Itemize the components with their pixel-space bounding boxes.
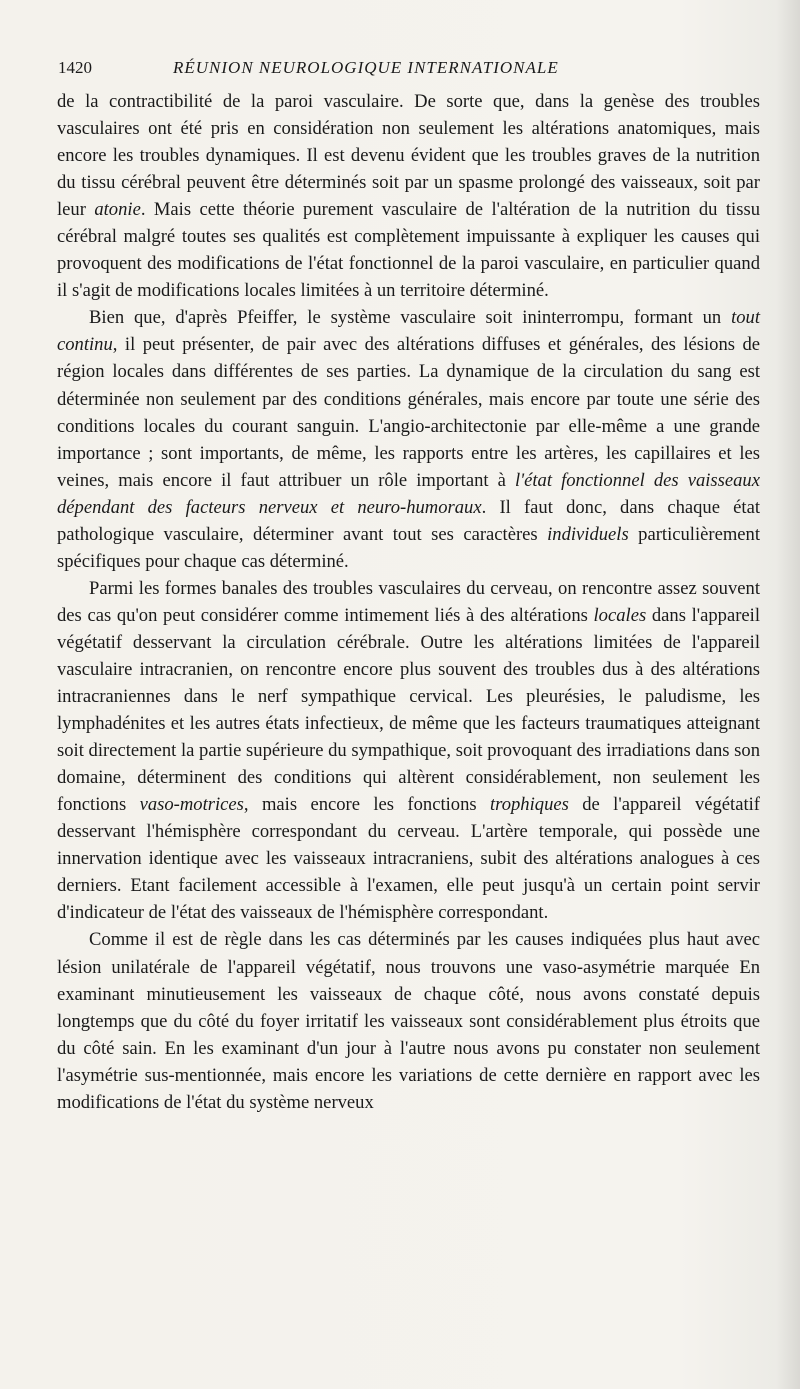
italic-text: l'état fonctionnel des vaisseaux dépendant des facteurs nerveux et neuro-humoraux [57,469,760,518]
text-run: , il peut présenter, de pair avec des altérations diffuses et générales, des lésions de région locales dans différentes de ses parties. La dynamique de la circulation du sang est déterminée non seulement par des conditions générales, mais encore par toute une série des conditions locales du courant sanguin. L'angio-architectonie par elle-même a une grande importance ; sont importants, de même, les rapports entre les artères, les capillaires et les veines, mais encore il faut attribuer un rôle important à [57,334,760,491]
text-run: , mais encore les fonctions [243,794,490,816]
paragraph-2 [57,304,760,574]
text-run: Comme il est de règle dans les cas déterminés par les causes indiquées plus haut avec lésion unilatérale de l'appareil végétatif, nous trouvons une vaso-asymétrie marquée En examinant minutieusement les vaisseaux de chaque côté, nous avons constaté depuis longtemps que du côté du foyer irritatif les vaisseaux sont considérablement plus étroits que du côté sain. En les examinant d'un jour à l'autre nous avons pu constater non seulement l'asymétrie sus-mentionnée, mais encore les variations de cette dernière en rapport avec les modifications de l'état du système nerveux [57,929,760,1113]
text-run: . Il faut donc, dans chaque état pathologique vasculaire, déterminer avant tout ses caractères [57,496,760,545]
text-run: . Mais cette théorie purement vasculaire de l'altération de la nutrition du tissu cérébral malgré toutes ses qualités est complètement impuissante à expliquer les causes qui provoquent des modifications de l'état fonctionnel de la paroi vasculaire, en particulier quand il s'agit de modifications locales limitées à un territoire déterminé. [57,199,760,302]
italic-text: vaso-motrices [139,794,244,816]
text-run: dans l'appareil végétatif desservant la circulation cérébrale. Outre les altérations limitées de l'appareil vasculaire intracranien, on rencontre encore plus souvent des troubles dus à des altérations intracraniennes dans le nerf sympathique cervical. Les pleurésies, le paludisme, les lymphadénites et les autres états infectieux, de même que les facteurs traumatiques atteignant soit directement la partie supérieure du sympathique, soit provoquant des irradiations dans son domaine, déterminent des conditions qui altèrent considérablement, non seulement les fonctions [57,604,760,816]
body-text [57,88,760,1116]
italic-text: atonie [94,199,141,221]
text-run: Parmi les formes banales des troubles vasculaires du cerveau, on rencontre assez souvent des cas qu'on peut considérer comme intimement liés à des altérations [57,577,760,626]
italic-text: trophiques [490,794,569,816]
italic-text: tout continu [57,307,760,356]
paragraph-4 [57,926,760,1115]
running-title: RÉUNION NEUROLOGIQUE INTERNATIONALE [173,58,559,77]
page-number: 1420 [58,58,92,77]
text-run: particulièrement spécifiques pour chaque cas déterminé. [57,523,760,572]
paragraph-3 [57,575,760,927]
text-run: Bien que, d'après Pfeiffer, le système vasculaire soit ininterrompu, formant un [89,307,732,329]
text-run: de la contractibilité de la paroi vasculaire. De sorte que, dans la genèse des troubles vasculaires ont été pris en considération non seulement les altérations anatomiques, mais encore les troubles dynamiques. Il est devenu évident que les troubles graves de la nutrition du tissu cérébral peuvent être déterminés soit par un spasme prolongé des vaisseaux, soit par leur [57,91,760,221]
text-run: de l'appareil végétatif desservant l'hémisphère correspondant du cerveau. L'artère temporale, qui possède une innervation identique avec les vaisseaux intracraniens, subit des altérations analogues à ces derniers. Etant facilement accessible à l'examen, elle peut jusqu'à un certain point servir d'indicateur de l'état des vaisseaux de l'hémisphère correspondant. [57,794,760,924]
italic-text: locales [593,604,647,626]
italic-text: individuels [547,523,629,545]
running-header [58,58,758,84]
paragraph-1 [57,88,760,304]
